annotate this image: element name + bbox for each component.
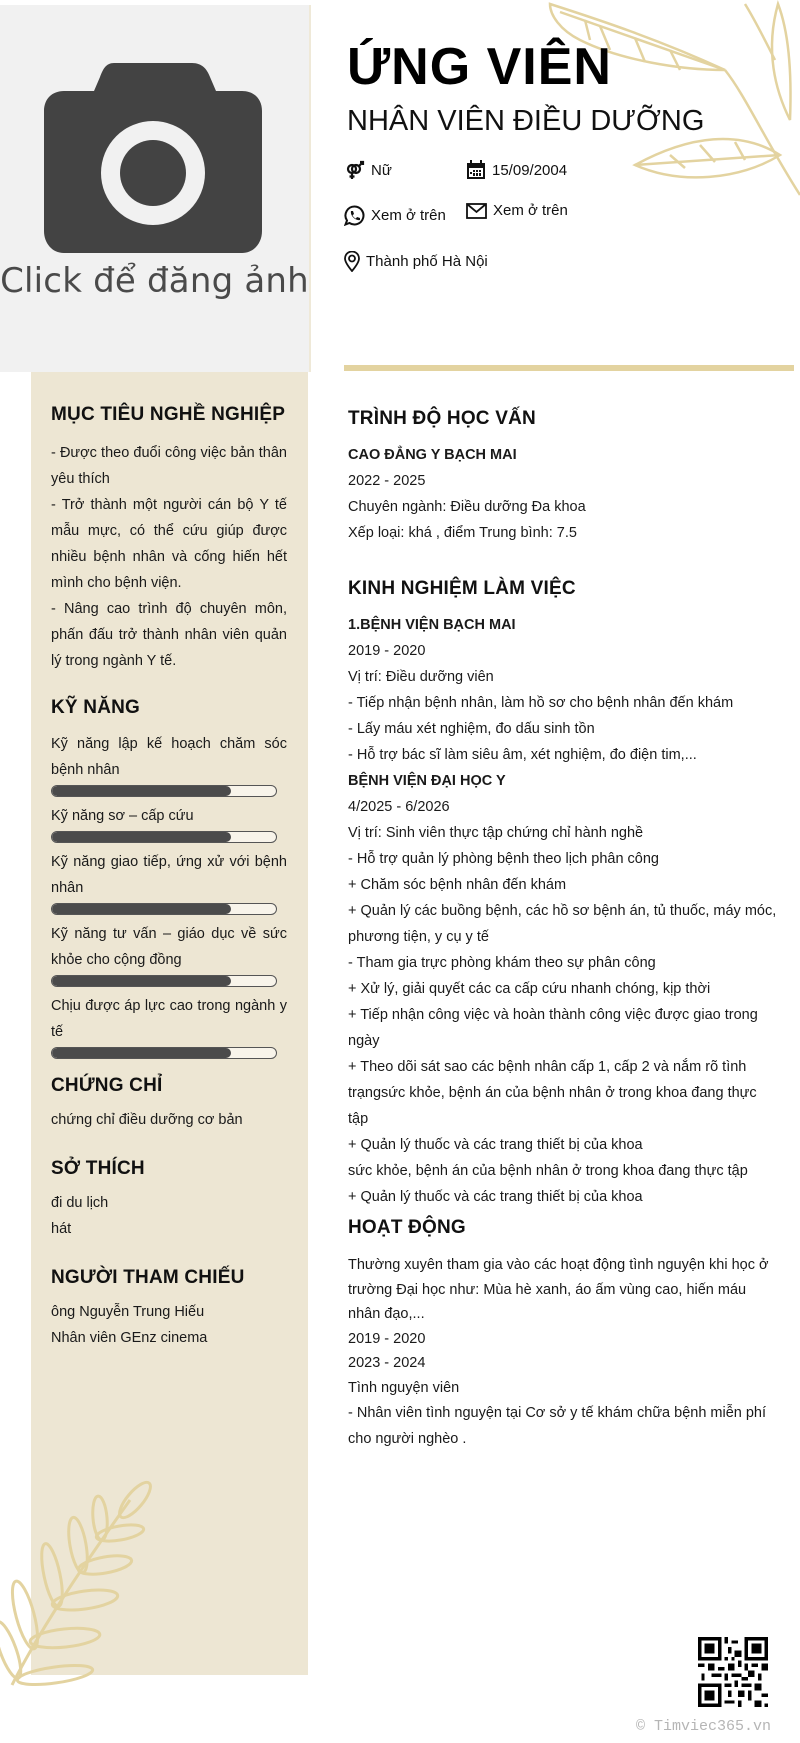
skill-fill: [52, 1048, 231, 1058]
skill-fill: [52, 832, 231, 842]
gender-icon: [345, 160, 365, 180]
section-title: MỤC TIÊU NGHỀ NGHIỆP: [51, 404, 286, 425]
reference-item: Nhân viên GEnz cinema: [51, 1330, 208, 1346]
skill-item: [51, 921, 287, 987]
company-name: 1.BỆNH VIỆN BẠCH MAI: [348, 617, 516, 633]
company-name: BỆNH VIỆN ĐẠI HỌC Y: [348, 773, 506, 789]
skill-bar: [51, 975, 277, 987]
skill-label: Kỹ năng giao tiếp, ứng xử với bệnh nhân: [51, 854, 287, 896]
header-divider: [344, 365, 794, 371]
job-line: + Quản lý thuốc và các trang thiết bị của khoa: [348, 1189, 643, 1205]
certificate-item: chứng chỉ điều dưỡng cơ bản: [51, 1112, 243, 1128]
hobbies-section: [51, 1158, 287, 1242]
experience-section: [348, 578, 778, 1210]
activities-section: [348, 1217, 778, 1452]
objective-line: - Trở thành một người cán bộ Y tế mẫu mực, có thể cứu giúp được nhiều bệnh nhân và cống hiến hết mình cho bệnh viện.: [51, 497, 287, 591]
map-pin-icon: [344, 251, 360, 272]
job-line: Vị trí: Sinh viên thực tập chứng chỉ hành nghề: [348, 825, 644, 841]
job-title: NHÂN VIÊN ĐIỀU DƯỠNG: [347, 105, 705, 137]
upload-photo-label: Click để đăng ảnh: [0, 261, 309, 301]
job-line: - Hỗ trợ bác sĩ làm siêu âm, xét nghiệm, đo điện tim,...: [348, 747, 697, 763]
skill-bar: [51, 785, 277, 797]
skill-bar: [51, 831, 277, 843]
phone-field: [344, 205, 446, 226]
skill-fill: [52, 976, 231, 986]
envelope-icon: [466, 203, 487, 219]
education-section: [348, 408, 778, 546]
skill-fill: [52, 786, 231, 796]
skill-item: [51, 849, 287, 915]
birthday-value: 15/09/2004: [492, 161, 568, 179]
job-entry: [348, 768, 778, 1210]
job-line: - Lấy máu xét nghiệm, đo dấu sinh tồn: [348, 721, 595, 737]
section-title: NGƯỜI THAM CHIẾU: [51, 1267, 245, 1288]
school-name: CAO ĐẲNG Y BẠCH MAI: [348, 447, 517, 463]
copyright-text: © Timviec365.vn: [636, 1718, 772, 1735]
skill-bar: [51, 1047, 277, 1059]
section-title: SỞ THÍCH: [51, 1158, 145, 1179]
job-line: - Hỗ trợ quản lý phòng bệnh theo lịch phân công: [348, 851, 659, 867]
gender-value: Nữ: [371, 161, 392, 179]
skill-item: [51, 731, 287, 797]
references-section: [51, 1267, 287, 1351]
objective-line: - Nâng cao trình độ chuyên môn, phấn đấu trở thành nhân viên quản lý trong ngành Y tế.: [51, 601, 287, 669]
camera-icon: [44, 63, 262, 253]
hobby-item: hát: [51, 1221, 72, 1237]
skill-label: Kỹ năng sơ – cấp cứu: [51, 808, 194, 824]
activity-role: Tình nguyện viên: [348, 1379, 460, 1396]
activity-period: 2019 - 2020: [348, 1330, 426, 1347]
education-period: 2022 - 2025: [348, 473, 426, 489]
job-line: + Theo dõi sát sao các bệnh nhân cấp 1, cấp 2 và nắm rõ tình trạngsức khỏe, bệnh án của bệnh nhân ở trong khoa đang thực tập: [348, 1059, 757, 1127]
job-line: + Quản lý các buồng bệnh, các hồ sơ bệnh án, tủ thuốc, máy móc, phương tiện, y cụ y tế: [348, 903, 777, 945]
job-line: + Xử lý, giải quyết các ca cấp cứu nhanh chóng, kịp thời: [348, 981, 711, 997]
job-line: sức khỏe, bệnh án của bệnh nhân ở trong khoa đang thực tập: [348, 1163, 748, 1179]
address-value: Thành phố Hà Nội: [366, 253, 488, 270]
job-line: - Tiếp nhận bệnh nhân, làm hồ sơ cho bệnh nhân đến khám: [348, 695, 734, 711]
calendar-icon: [466, 160, 486, 180]
skill-bar: [51, 903, 277, 915]
job-line: + Chăm sóc bệnh nhân đến khám: [348, 877, 567, 893]
phone-value: Xem ở trên: [371, 207, 446, 224]
skill-label: Kỹ năng tư vấn – giáo dục về sức khỏe cho cộng đồng: [51, 926, 287, 968]
job-period: 2019 - 2020: [348, 643, 426, 659]
birthday-field: [466, 160, 567, 180]
branch-decoration-icon: [0, 1460, 160, 1690]
email-field: [466, 202, 568, 219]
address-field: [344, 251, 488, 272]
job-period: 4/2025 - 6/2026: [348, 799, 450, 815]
whatsapp-phone-icon: [344, 205, 365, 226]
objective-section: [51, 404, 287, 674]
header: [347, 36, 787, 138]
skills-section: [51, 697, 287, 1065]
reference-item: ông Nguyễn Trung Hiếu: [51, 1304, 205, 1320]
gender-field: [345, 160, 392, 180]
activity-description: Thường xuyên tham gia vào các hoạt động tình nguyện khi học ở trường Đại học như: Mùa hè xanh, áo ấm vùng cao, hiến máu nhân đạo,...: [348, 1257, 769, 1322]
email-value: Xem ở trên: [493, 202, 568, 219]
section-title: HOẠT ĐỘNG: [348, 1217, 466, 1238]
divider: [309, 5, 311, 372]
objective-line: - Được theo đuổi công việc bản thân yêu thích: [51, 445, 287, 487]
candidate-name: ỨNG VIÊN: [347, 38, 612, 96]
activity-detail: - Nhân viên tình nguyện tại Cơ sở y tế khám chữa bệnh miễn phí cho người nghèo .: [348, 1405, 767, 1447]
education-major: Chuyên ngành: Điều dưỡng Đa khoa: [348, 499, 586, 515]
job-line: Vị trí: Điều dưỡng viên: [348, 669, 494, 685]
activity-period: 2023 - 2024: [348, 1355, 426, 1371]
job-line: - Tham gia trực phòng khám theo sự phân công: [348, 955, 656, 971]
job-line: + Quản lý thuốc và các trang thiết bị của khoa: [348, 1137, 643, 1153]
qr-code-icon: [698, 1637, 768, 1707]
skill-item: [51, 803, 287, 843]
certificates-section: [51, 1075, 287, 1133]
skill-label: Kỹ năng lập kế hoạch chăm sóc bệnh nhân: [51, 736, 287, 778]
section-title: KINH NGHIỆM LÀM VIỆC: [348, 578, 576, 599]
section-title: TRÌNH ĐỘ HỌC VẤN: [348, 408, 536, 429]
job-entry: [348, 612, 778, 768]
section-title: CHỨNG CHỈ: [51, 1075, 163, 1096]
job-line: + Tiếp nhận công việc và hoàn thành công việc được giao trong ngày: [348, 1007, 758, 1049]
section-title: KỸ NĂNG: [51, 697, 141, 718]
skill-fill: [52, 904, 231, 914]
skill-label: Chịu được áp lực cao trong ngành y tế: [51, 998, 287, 1040]
hobby-item: đi du lịch: [51, 1195, 109, 1211]
skill-item: [51, 993, 287, 1059]
photo-upload-area[interactable]: [0, 5, 309, 372]
education-grade: Xếp loại: khá , điểm Trung bình: 7.5: [348, 525, 577, 541]
